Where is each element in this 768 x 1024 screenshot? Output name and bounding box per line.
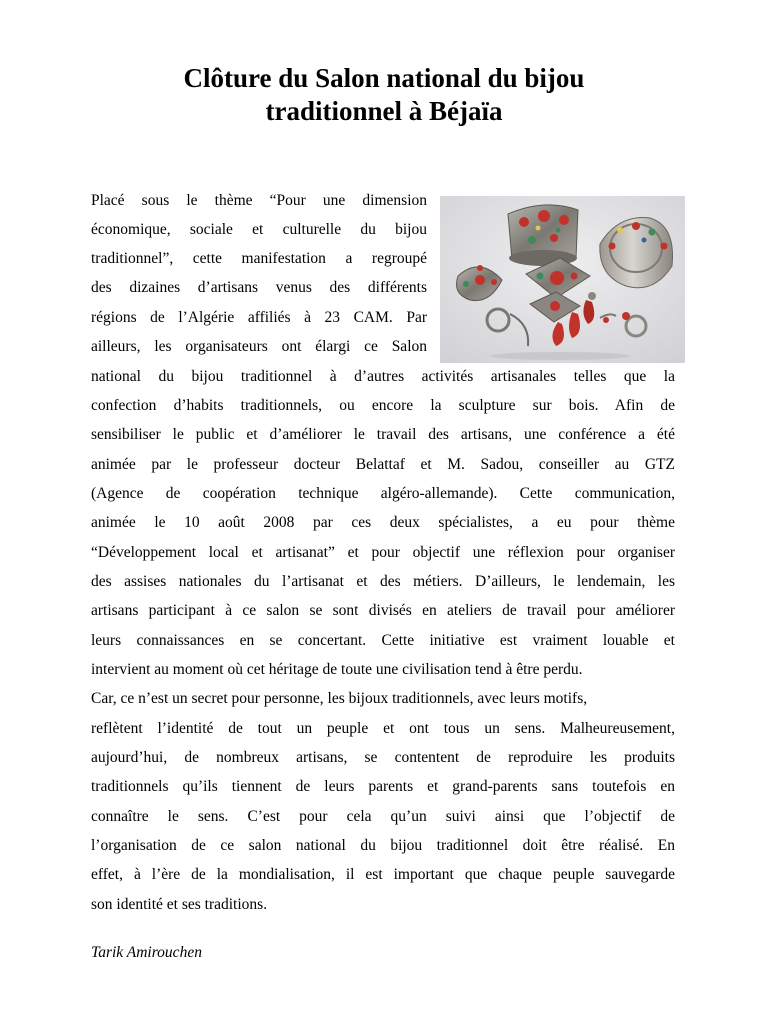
body-line: “Développement local et artisanat” et pour objectif une réflexion pour organiser [91,544,675,561]
body-line: régions de l’Algérie affiliés à 23 CAM. Par [91,309,427,326]
body-line: Car, ce n’est un secret pour personne, les bijoux traditionnels, avec leurs motifs, [91,690,588,707]
body-line: ailleurs, les organisateurs ont élargi ce Salon [91,338,427,355]
body-line: son identité et ses traditions. [91,896,268,913]
body-line: (Agence de coopération technique algéro-allemande). Cette communication, [91,485,675,502]
body-line: connaître le sens. C’est pour cela qu’un suivi ainsi que l’objectif de [91,808,675,825]
body-line: confection d’habits traditionnels, ou encore la sculpture sur bois. Afin de [91,397,675,414]
body-line: traditionnel”, cette manifestation a regroupé [91,250,427,267]
body-line: des dizaines d’artisans venus des différents [91,279,427,296]
body-line: artisans participant à ce salon se sont divisés en ateliers de travail pour améliorer [91,602,675,619]
body-line: Placé sous le thème “Pour une dimension [91,192,427,209]
author-signature: Tarik Amirouchen [91,944,202,961]
body-line: effet, à l’ère de la mondialisation, il est important que chaque peuple sauvegarde [91,866,675,883]
body-line: traditionnels qu’ils tiennent de leurs parents et grand-parents sans toutefois en [91,778,675,795]
body-line: reflètent l’identité de tout un peuple et ont tous un sens. Malheureusement, [91,720,675,737]
body-line: animée par le professeur docteur Belattaf et M. Sadou, conseiller au GTZ [91,456,675,473]
body-line: aujourd’hui, de nombreux artisans, se contentent de reproduire les produits [91,749,675,766]
title-line-2: traditionnel à Béjaïa [265,96,503,126]
body-line: animée le 10 août 2008 par ces deux spécialistes, a eu pour thème [91,514,675,531]
body-line: des assises nationales du l’artisanat et des métiers. D’ailleurs, le lendemain, les [91,573,675,590]
body-line: économique, sociale et culturelle du bijou [91,221,427,238]
body-line: national du bijou traditionnel à d’autres activités artisanales telles que la [91,368,675,385]
body-line: sensibiliser le public et d’améliorer le travail des artisans, une conférence a été [91,426,675,443]
body-line: l’organisation de ce salon national du bijou traditionnel doit être réalisé. En [91,837,675,854]
body-line: intervient au moment où cet héritage de toute une civilisation tend à être perdu. [91,661,583,678]
body-line: leurs connaissances en se concertant. Cette initiative est vraiment louable et [91,632,675,649]
title-line-1: Clôture du Salon national du bijou [183,63,585,93]
